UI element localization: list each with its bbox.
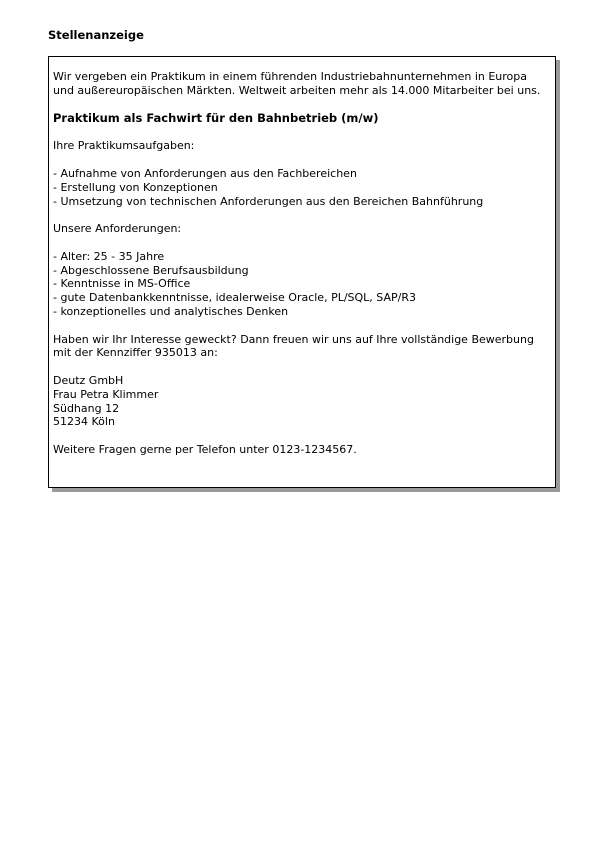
requirements-heading: Unsere Anforderungen: bbox=[53, 222, 182, 236]
phone-contact-text: Weitere Fragen gerne per Telefon unter 0123-1234567. bbox=[53, 442, 357, 456]
company-name: Deutz GmbH bbox=[53, 373, 124, 387]
postal-city: 51234 Köln bbox=[53, 415, 115, 429]
list-item: - gute Datenbankkenntnisse, idealerweise Oracle, PL/SQL, SAP/R3 bbox=[53, 291, 416, 305]
list-item: - Alter: 25 - 35 Jahre bbox=[53, 249, 165, 263]
job-title: Praktikum als Fachwirt für den Bahnbetrieb (m/w) bbox=[53, 111, 379, 126]
street-address: Südhang 12 bbox=[53, 401, 120, 415]
requirements-list bbox=[53, 250, 551, 319]
intro-text: Wir vergeben ein Praktikum in einem führenden Industriebahnunternehmen in Europa und außereuropäischen Märkten. Weltweit arbeiten mehr als 14.000 Mitarbeiter bei uns. bbox=[53, 70, 541, 97]
tasks-heading: Ihre Praktikumsaufgaben: bbox=[53, 139, 195, 153]
contact-person: Frau Petra Klimmer bbox=[53, 387, 159, 401]
application-text: Haben wir Ihr Interesse geweckt? Dann freuen wir uns auf Ihre vollständige Bewerbung mit der Kennziffer 935013 an: bbox=[53, 332, 534, 360]
list-item: - Erstellung von Konzeptionen bbox=[53, 180, 218, 194]
list-item: - konzeptionelles und analytisches Denken bbox=[53, 304, 289, 318]
tasks-list bbox=[53, 167, 551, 208]
list-item: - Abgeschlossene Berufsausbildung bbox=[53, 263, 249, 277]
list-item: - Kenntnisse in MS-Office bbox=[53, 277, 191, 291]
list-item: - Aufnahme von Anforderungen aus den Fachbereichen bbox=[53, 166, 357, 180]
list-item: - Umsetzung von technischen Anforderungen aus den Bereichen Bahnführung bbox=[53, 194, 484, 208]
address-block bbox=[53, 374, 551, 429]
job-ad-box bbox=[48, 56, 556, 488]
page-title: Stellenanzeige bbox=[48, 28, 144, 42]
